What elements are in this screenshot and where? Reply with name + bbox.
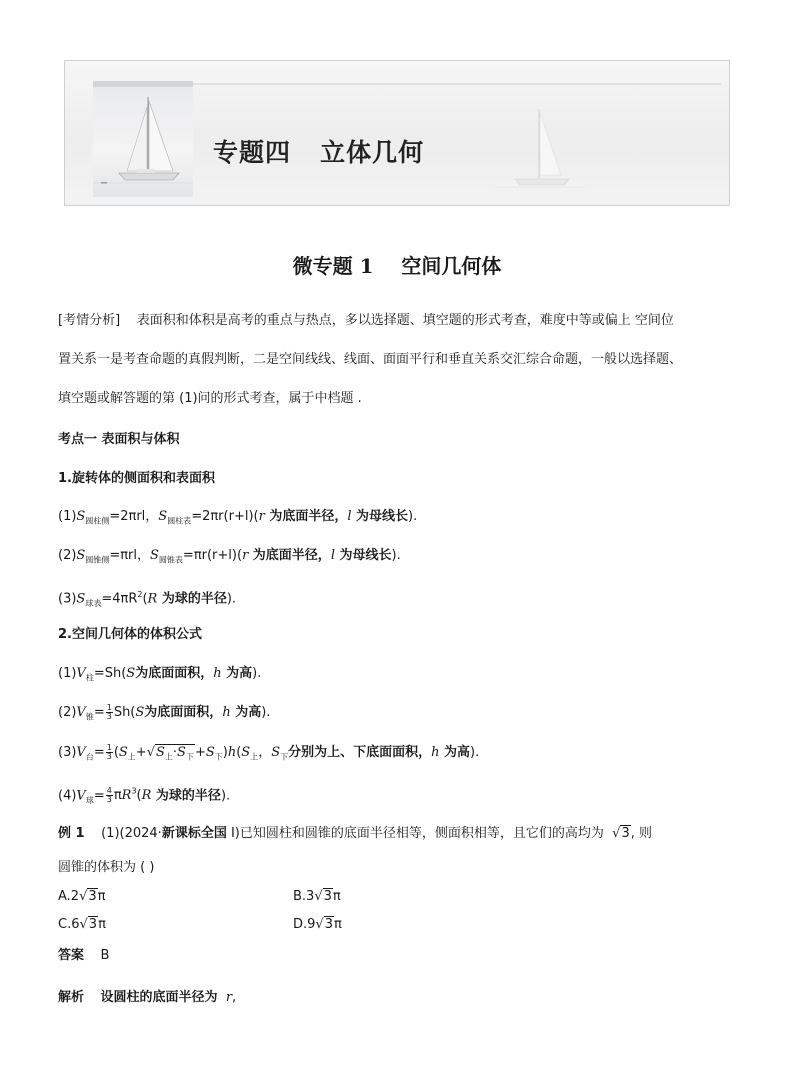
subscript: 锥 [85,712,94,722]
option-c: C.6√3π [58,917,106,932]
analysis-line-3: 填空题或解答题的第 (1)问的形式考查，属于中档题 . [58,391,362,406]
answer-value: B [100,948,110,963]
formula-index: (1) [58,666,77,681]
chapter-banner [64,60,730,206]
formula-cylinder [58,509,417,530]
section-heading: 微专题 1 空间几何体 [292,254,502,278]
fraction-one-third: $\frac{1}{3}$ [106,743,112,761]
formula-expr: Sh( [113,705,136,720]
option-a: A.2√3π [58,889,106,904]
subscript: 圆柱表 [167,516,192,526]
example-line-1: 例 1 (1)(2024·新课标全国 Ⅰ)已知圆柱和圆锥的底面半径相等，侧面积相等，且它们的高均为 √3, 则 [58,826,652,841]
symbol-s: S [126,666,136,681]
symbol-h: h [431,745,440,760]
subscript: 圆锥侧 [85,555,110,565]
symbol-r: r [258,509,265,524]
equals: = [93,745,105,760]
option-b: B.3√3π [293,889,341,904]
formula-index: (2) [58,548,77,563]
solution-label: 解析 [58,990,85,1005]
formula-cone [58,548,401,569]
formula-sphere-area [58,587,236,612]
symbol-s: S [135,705,145,720]
symbol-v: V [76,745,86,760]
example-question: Ⅰ)已知圆柱和圆锥的底面半径相等，侧面积相等，且它们的高均为 [226,826,604,841]
formula-end: ). [470,745,480,760]
example-source: 新课标全国 [161,826,227,841]
symbol-r: r [225,990,233,1005]
sailboat-icon [93,83,193,197]
answer-line [58,948,109,964]
formula-end: ). [391,548,401,563]
formula-index: (3) [58,745,77,760]
symbol-h: h [213,666,222,681]
symbol-s: S [158,509,168,524]
formula-note: 为高 [439,745,471,760]
formula-expr: =πr(r+l)( [182,548,243,563]
formula-index: (3) [58,591,77,607]
symbol-v: V [76,705,86,720]
formula-end: ). [252,666,262,681]
formula-expr: =πrl， [109,548,151,563]
formula-prism-volume [58,666,261,687]
solution-text: 设圆柱的底面半径为 [100,990,218,1005]
symbol-v: V [76,788,86,804]
formula-note: 为母线长 [334,548,392,563]
symbol-s: S [150,548,159,563]
formula-note: 为高 [221,666,253,681]
frustum-expr: $(S_上+√S_上\cdot S_下+S_下)h(S_上$，$S_下$ [113,745,289,762]
analysis-label: [考情分析] [58,313,121,328]
chapter-title: 专题四 立体几何 [213,138,425,167]
formula-pyramid-volume [58,704,270,726]
formula-note: 为球的半径 [151,788,221,804]
example-question-end: , 则 [630,826,652,841]
symbol-l: l [330,548,335,563]
example-line-2: 圆锥的体积为 ( ) [58,860,155,875]
exponent: 2 [137,590,143,599]
solution-end: , [232,990,237,1005]
subscript: 台 [85,752,94,762]
example-source-prefix: (1)(2024· [101,826,162,841]
formula-note: 为底面面积， [144,705,223,720]
formula-end: ). [261,705,271,720]
formula-note: 分别为上、下底面面积， [288,745,432,760]
symbol-s: S [76,591,86,607]
formula-note: 为底面半径， [264,509,348,524]
subsection-1-title: 1.旋转体的侧面积和表面积 [58,471,215,486]
sphere-expr: $\pi R^3(R$ [113,787,152,804]
formula-end: ). [226,591,237,607]
paren: ( [142,591,148,607]
formula-expr: =Sh( [93,666,127,681]
formula-note: 为高 [230,705,262,720]
formula-index: (1) [58,509,77,524]
analysis-line-1 [58,313,674,329]
subscript: 圆锥表 [158,555,183,565]
example-label: 例 1 [58,826,85,841]
subscript: 球 [85,795,94,805]
formula-expr: =4πR [101,591,138,607]
topic-title: 考点一 表面积与体积 [58,432,180,447]
subsection-2-title: 2.空间几何体的体积公式 [58,627,202,642]
formula-note: 为底面面积， [135,666,214,681]
symbol-h: h [222,705,231,720]
option-d: D.9√3π [293,917,342,932]
symbol-l: l [347,509,352,524]
formula-end: ). [220,788,231,804]
analysis-text-1: 表面积和体积是高考的重点与热点，多以选择题、填空题的形式考查，难度中等或偏上 空间位 [136,313,674,328]
symbol-r: R [147,591,158,607]
sailboat-photo [93,83,193,197]
solution-line [58,990,236,1006]
symbol-s: S [76,548,86,563]
symbol-v: V [76,666,86,681]
fraction-one-third: $\frac{1}{3}$ [106,703,112,721]
symbol-s: S [76,509,86,524]
sqrt-value: 3 [621,826,630,841]
subscript: 柱 [85,673,94,683]
banner-top-rule [193,83,721,85]
formula-note: 为球的半径 [157,591,227,607]
equals: = [93,788,105,804]
formula-note: 为底面半径， [248,548,331,563]
formula-expr: =2πr(r+l)( [191,509,259,524]
equals: = [93,705,105,720]
formula-index: (4) [58,788,77,804]
formula-expr: =2πrl， [109,509,159,524]
analysis-line-2: 置关系一是考查命题的真假判断，二是空间线线、线面、面面平行和垂直关系交汇综合命题，一般以选择题、 [58,352,683,367]
subscript: 球表 [85,598,102,608]
symbol-r: r [242,548,249,563]
formula-end: ). [408,509,418,524]
fraction-four-thirds: $\frac{4}{3}$ [106,786,112,805]
formula-frustum-volume [58,744,479,766]
answer-label: 答案 [58,948,85,963]
subscript: 圆柱侧 [85,516,110,526]
formula-sphere-volume [58,784,230,809]
formula-note: 为母线长 [351,509,409,524]
formula-index: (2) [58,705,77,720]
faint-sailboat-icon [495,101,585,197]
